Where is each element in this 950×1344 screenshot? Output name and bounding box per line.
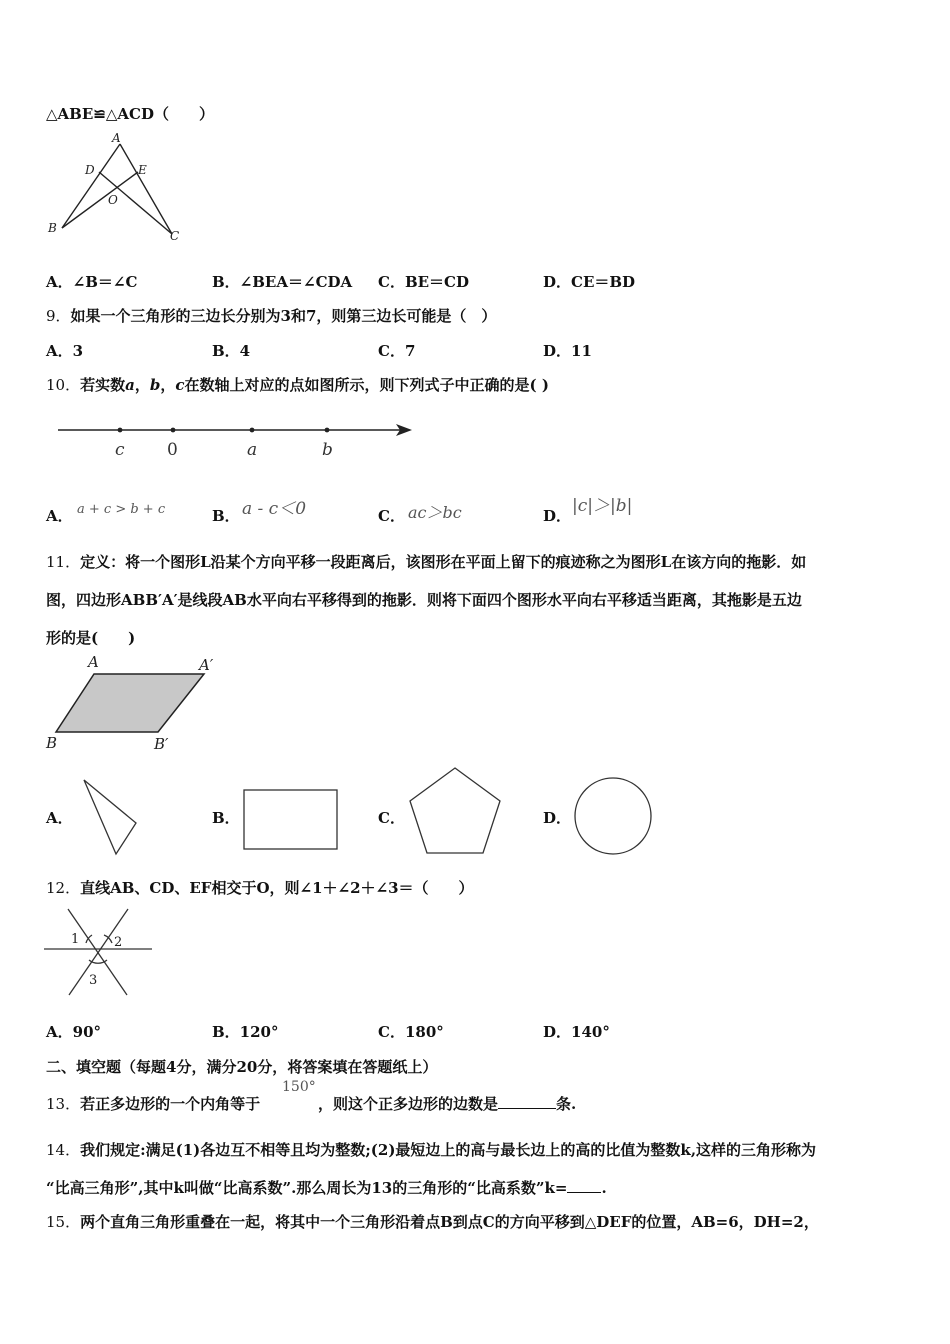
q14-stem-line-2 [46,1177,607,1198]
q9-option-d: D．11 [543,342,592,360]
q11-stem-text-1: 定义：将一个图形L沿某个方向平移一段距离后，该图形在平面上留下的痕迹称之为图形L在该方向的拖影．如 [80,553,807,571]
q10-stem-line [46,374,549,395]
q10-var-c: c [175,376,185,394]
q15-stem-line [46,1211,819,1232]
q12-angle-label-3: 3 [89,973,98,988]
q9-option-c: C．7 [378,342,416,360]
q10-axis-label-0: 0 [167,440,178,460]
q10-option-d-expr: |c|＞|b| [572,496,633,516]
q11-option-d-circle [573,776,655,858]
section2-heading: 二、填空题（每题4分，满分20分，将答案填在答题纸上） [46,1058,438,1076]
q11-parallelogram-figure [42,652,232,757]
q11-label-A-prime: A′ [199,656,214,674]
q12-stem: 直线AB、CD、EF相交于O，则∠1＋∠2＋∠3＝（ ） [80,879,474,897]
q11-option-a-letter: A． [46,809,73,827]
q9-stem-line [46,305,496,326]
q10-axis-label-c: c [115,440,125,460]
q10-number-line [56,415,416,465]
q8-label-E: E [138,163,147,177]
q10-stem-part: 若实数 [80,376,126,394]
q10-number: 10． [46,376,81,394]
q9-option-a: A．3 [46,342,84,360]
q13-number: 13． [46,1095,81,1113]
q13-stem-end-line [318,1093,576,1114]
q15-number: 15． [46,1213,81,1231]
q14-number: 14． [46,1141,81,1159]
q8-label-A: A [112,131,121,145]
q11-option-b-rectangle [242,788,340,852]
q12-figure [42,905,157,1000]
q9-option-b: B．4 [212,342,251,360]
q10-option-d-letter: D． [543,507,572,525]
q10-stem-part: ， [134,376,150,394]
q11-stem-line-2: 图，四边形ABB′A′是线段AB水平向右平移得到的拖影．则将下面四个图形水平向右平移适当距离，其拖影是五边 [46,591,802,609]
q8-label-D: D [85,163,95,177]
q8-option-b: B．∠BEA＝∠CDA [212,273,353,291]
q11-label-B-prime: B′ [154,735,169,753]
q8-figure [40,130,200,245]
q12-angle-label-1: 1 [71,932,80,947]
q10-option-c-expr: ac＞bc [408,503,462,522]
q11-stem-line-1 [46,551,806,572]
q10-var-b: b [149,376,161,394]
q13-angle: 150° [282,1079,316,1095]
q12-angle-label-2: 2 [114,935,123,950]
q12-option-a: A．90° [46,1023,102,1041]
q11-option-c-letter: C． [378,809,405,827]
q12-option-c: C．180° [378,1023,444,1041]
q11-number: 11． [46,553,81,571]
q14-line-2-end: . [601,1179,607,1197]
q10-axis-label-b: b [322,440,333,460]
q10-stem-part: 在数轴上对应的点如图所示，则下列式子中正确的是( ) [184,376,549,394]
q10-var-a: a [125,376,135,394]
q12-option-b: B．120° [212,1023,279,1041]
q15-stem: 两个直角三角形重叠在一起，将其中一个三角形沿着点B到点C的方向平移到△DEF的位置，AB=6，DH=2， [80,1213,819,1231]
q11-option-a-triangle [78,775,140,857]
q8-option-a: A．∠B＝∠C [46,273,138,291]
q10-stem-part: ， [160,376,176,394]
q8-label-O: O [108,193,118,207]
q8-label-B: B [48,221,57,235]
q10-axis-label-a: a [247,440,258,460]
q13-stem-after: ，则这个正多边形的边数是 [318,1095,499,1113]
q11-label-B: B [46,734,58,752]
q10-option-b-letter: B． [212,507,240,525]
q12-stem-line [46,877,474,898]
q14-answer-blank[interactable] [567,1178,601,1193]
q13-stem-before: 若正多边形的一个内角等于 [80,1095,261,1113]
q11-option-d-letter: D． [543,809,572,827]
q12-option-d: D．140° [543,1023,610,1041]
q10-option-a-letter: A． [46,507,73,525]
q14-stem-line-1 [46,1139,816,1160]
q11-option-c-pentagon [405,765,505,857]
q14-line-1: 我们规定:满足(1)各边互不相等且均为整数;(2)最短边上的高与最长边上的高的比值为整数k,这样的三角形称为 [80,1141,817,1159]
q13-stem-end: 条. [556,1095,577,1113]
q9-number: 9． [46,307,71,325]
q8-stem: △ABE≌△ACD（ ） [46,105,214,123]
q8-option-c: C．BE＝CD [378,273,469,291]
q8-option-d: D．CE＝BD [543,273,636,291]
q12-number: 12． [46,879,81,897]
q13-answer-blank[interactable] [498,1094,556,1109]
q9-stem: 如果一个三角形的三边长分别为3和7，则第三边长可能是（ ） [70,307,497,325]
q10-option-c-letter: C． [378,507,405,525]
q10-option-b-expr: a - c＜0 [242,499,307,519]
q10-option-a-expr: a + c > b + c [77,502,166,517]
q13-stem-line [46,1093,260,1114]
q11-stem-line-3: 形的是( ) [46,629,136,647]
q11-label-A: A [88,653,99,671]
q8-label-C: C [170,229,180,243]
q11-option-b-letter: B． [212,809,240,827]
q14-line-2: “比高三角形”,其中k叫做“比高系数”.那么周长为13的三角形的“比高系数”k= [46,1179,568,1197]
